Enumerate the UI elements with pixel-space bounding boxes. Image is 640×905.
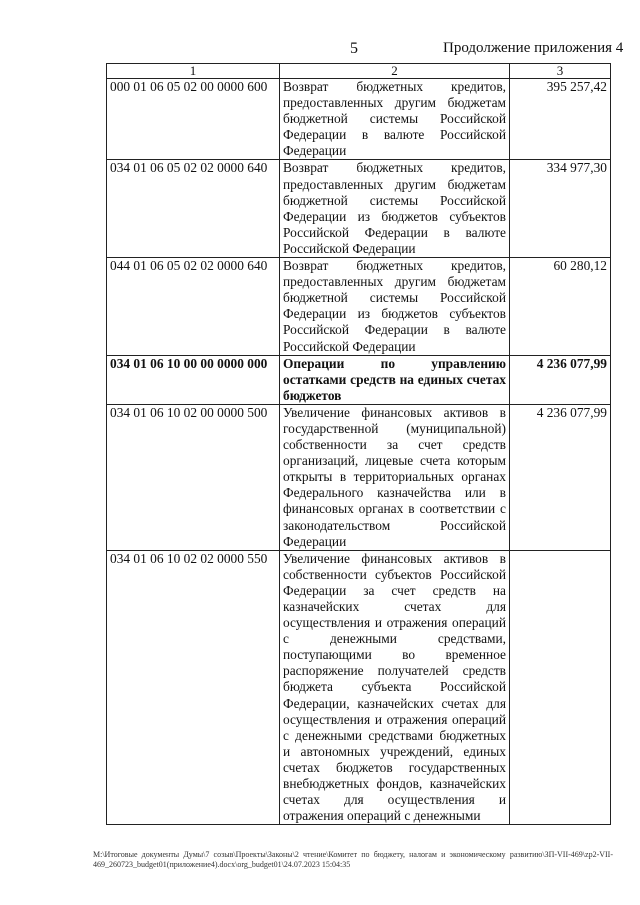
budget-table bbox=[106, 63, 611, 825]
column-header-code: 1 bbox=[107, 64, 280, 79]
budget-amount-cell: 395 257,42 bbox=[510, 79, 611, 160]
table-row bbox=[107, 550, 611, 825]
table-header-row bbox=[107, 64, 611, 79]
budget-name-cell: Возврат бюджетных кредитов, предоставленных другим бюджетам бюджетной системы Российской Федерации в валюте Российской Федерации bbox=[280, 79, 510, 160]
column-header-amount: 3 bbox=[510, 64, 611, 79]
table-row bbox=[107, 160, 611, 258]
budget-name-cell: Увеличение финансовых активов в собственности субъектов Российской Федерации за счет средств на казначейских счетах для осуществления и отражения операций с денежными средствами, поступающими во временное распоряжение получателей средств бюджета субъекта Российской Федерации, казначейских счетах для осуществления и отражения операций с денежными средствами бюджетных и автономных учреждений, единых счетах бюджетов государственных внебюджетных фондов, казначейских счетах для осуществления и отражения операций с денежными bbox=[280, 550, 510, 825]
budget-name-cell: Возврат бюджетных кредитов, предоставленных другим бюджетам бюджетной системы Российской Федерации из бюджетов субъектов Российской Федерации в валюте Российской Федерации bbox=[280, 160, 510, 258]
page-number: 5 bbox=[350, 40, 358, 57]
budget-name-cell: Операции по управлению остатками средств на единых счетах бюджетов bbox=[280, 355, 510, 404]
budget-amount-cell: 334 977,30 bbox=[510, 160, 611, 258]
budget-code-cell: 044 01 06 05 02 02 0000 640 bbox=[107, 258, 280, 356]
column-header-name: 2 bbox=[280, 64, 510, 79]
budget-amount-cell: 4 236 077,99 bbox=[510, 355, 611, 404]
budget-code-cell: 000 01 06 05 02 00 0000 600 bbox=[107, 79, 280, 160]
budget-amount-cell bbox=[510, 550, 611, 825]
document-footer-path: M:\Итоговые документы Думы\7 созыв\Проекты\Законы\2 чтение\Комитет по бюджету, налогам и экономическому развитию\ЗП-VII-469\zp2-VII-469_260723_budget01(приложение4).docx\org_budget01\24.07.2023 15:04:35 bbox=[93, 850, 613, 869]
budget-name-cell: Возврат бюджетных кредитов, предоставленных другим бюджетам бюджетной системы Российской Федерации из бюджетов субъектов Российской Федерации в валюте Российской Федерации bbox=[280, 258, 510, 356]
budget-name-cell: Увеличение финансовых активов в государственной (муниципальной) собственности за счет средств организаций, лицевые счета которым открыты в территориальных органах Федерального казначейства или в финансовых органах в соответствии с законодательством Российской Федерации bbox=[280, 404, 510, 550]
table-row bbox=[107, 404, 611, 550]
table-row bbox=[107, 258, 611, 356]
table-row bbox=[107, 79, 611, 160]
budget-code-cell: 034 01 06 10 00 00 0000 000 bbox=[107, 355, 280, 404]
budget-code-cell: 034 01 06 10 02 00 0000 500 bbox=[107, 404, 280, 550]
continuation-label: Продолжение приложения 4 bbox=[443, 40, 624, 56]
budget-amount-cell: 60 280,12 bbox=[510, 258, 611, 356]
table-row bbox=[107, 355, 611, 404]
budget-code-cell: 034 01 06 10 02 02 0000 550 bbox=[107, 550, 280, 825]
budget-code-cell: 034 01 06 05 02 02 0000 640 bbox=[107, 160, 280, 258]
budget-amount-cell: 4 236 077,99 bbox=[510, 404, 611, 550]
